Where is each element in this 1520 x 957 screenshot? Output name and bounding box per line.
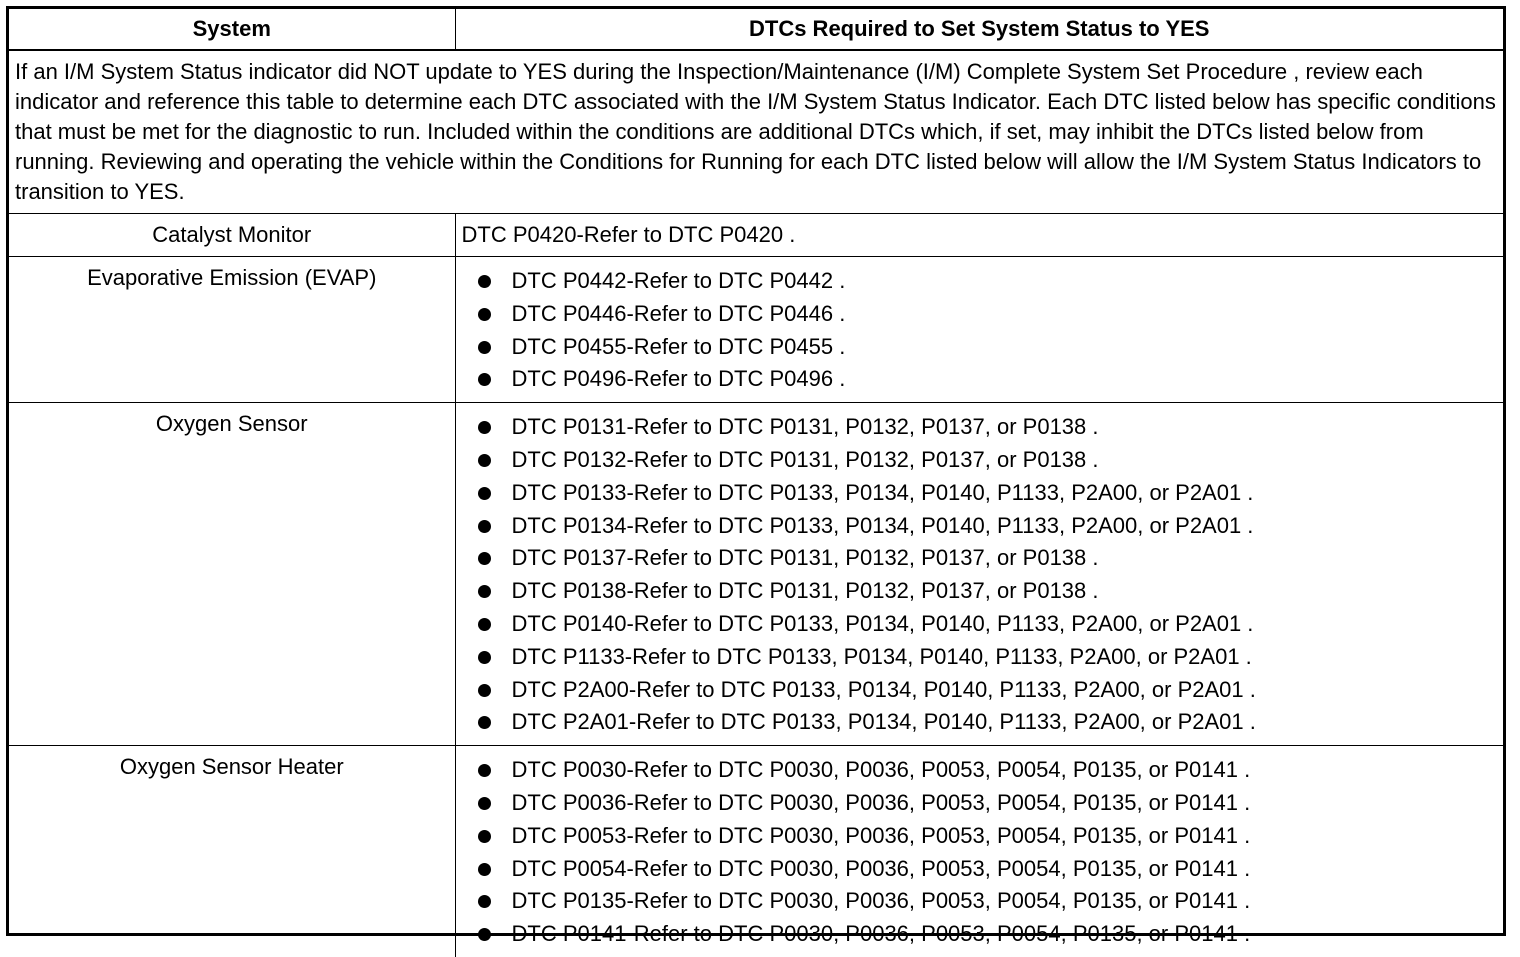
dtc-table-frame [6, 6, 1506, 947]
dtc-item-text: DTC P0135-Refer to DTC P0030, P0036, P0053, P0054, P0135, or P0141 . [511, 888, 1251, 914]
dtc-item-text: DTC P0141-Refer to DTC P0030, P0036, P0053, P0054, P0135, or P0141 . [511, 921, 1251, 947]
dtc-item-text: DTC P0442-Refer to DTC P0442 . [511, 268, 846, 293]
dtc-list-item [456, 641, 1504, 674]
dtc-item-text: DTC P0131-Refer to DTC P0131, P0132, P0137, or P0138 . [511, 414, 1099, 440]
bullet-icon [478, 275, 491, 288]
dtc-list-item [456, 787, 1504, 820]
dtc-list-item [456, 885, 1504, 918]
dtc-list-item [456, 265, 1504, 298]
dtc-item-text: DTC P0138-Refer to DTC P0131, P0132, P0137, or P0138 . [511, 578, 1099, 604]
dtc-list-item [456, 918, 1504, 951]
bullet-icon [478, 487, 491, 500]
dtc-list [456, 257, 1504, 402]
bullet-icon [478, 863, 491, 876]
dtc-list-item [456, 674, 1504, 707]
dtc-list-item [456, 853, 1504, 886]
bullet-icon [478, 618, 491, 631]
bullet-icon [478, 797, 491, 810]
dtc-item-text: DTC P0137-Refer to DTC P0131, P0132, P0137, or P0138 . [511, 545, 1099, 571]
dtc-item-text: DTC P0446-Refer to DTC P0446 . [511, 300, 846, 326]
system-catalyst-monitor: Catalyst Monitor [9, 214, 455, 257]
system-evap: Evaporative Emission (EVAP) [9, 257, 455, 403]
dtc-item-text: DTC P0030-Refer to DTC P0030, P0036, P0053, P0054, P0135, or P0141 . [511, 757, 1251, 783]
header-dtcs: DTCs Required to Set System Status to YES [455, 9, 1503, 50]
dtc-item-text: DTC P1133-Refer to DTC P0133, P0134, P0140, P1133, P2A00, or P2A01 . [511, 643, 1252, 669]
table-row-catalyst [9, 214, 1503, 257]
dtc-list-item [456, 298, 1504, 331]
intro-text: If an I/M System Status indicator did NOT update to YES during the Inspection/Maintenance (I/M) Complete System Set Procedure , review each indicator and reference this table to determine each DTC associated with the I/M System Status Indicator. Each DTC listed below has specific conditions that must be met for the diagnostic to run. Included within the conditions are additional DTCs which, if set, may inhibit the DTCs listed below from running. Reviewing and operating the vehicle within the Conditions for Running for each DTC listed below will allow the I/M System Status Indicators to transition to YES. [9, 50, 1503, 214]
table-row-oxygen-sensor [9, 403, 1503, 746]
dtc-list-item [456, 754, 1504, 787]
dtc-list-oxygen-sensor-heater [455, 746, 1503, 957]
bullet-icon [478, 341, 491, 354]
dtc-list-item [456, 444, 1504, 477]
bullet-icon [478, 308, 491, 321]
dtc-catalyst: DTC P0420-Refer to DTC P0420 . [455, 214, 1503, 257]
dtc-item-text: DTC P0133-Refer to DTC P0133, P0134, P0140, P1133, P2A00, or P2A01 . [511, 479, 1254, 505]
dtc-list-evap [455, 257, 1503, 403]
header-system: System [9, 9, 455, 50]
bullet-icon [478, 651, 491, 664]
bullet-icon [478, 764, 491, 777]
dtc-item-text: DTC P0054-Refer to DTC P0030, P0036, P0053, P0054, P0135, or P0141 . [511, 855, 1251, 881]
bullet-icon [478, 895, 491, 908]
bullet-icon [478, 684, 491, 697]
dtc-list-item [456, 608, 1504, 641]
system-oxygen-sensor-heater: Oxygen Sensor Heater [9, 746, 455, 957]
dtc-list-item [456, 331, 1504, 364]
dtc-table [9, 9, 1503, 957]
dtc-list-item [456, 477, 1504, 510]
dtc-item-text: DTC P0132-Refer to DTC P0131, P0132, P0137, or P0138 . [511, 446, 1099, 472]
bullet-icon [478, 830, 491, 843]
dtc-list-item [456, 575, 1504, 608]
table-row-evap [9, 257, 1503, 403]
dtc-item-text: DTC P0134-Refer to DTC P0133, P0134, P0140, P1133, P2A00, or P2A01 . [511, 512, 1254, 538]
bullet-icon [478, 520, 491, 533]
bullet-icon [478, 716, 491, 729]
bullet-icon [478, 421, 491, 434]
intro-row [9, 50, 1503, 214]
bullet-icon [478, 585, 491, 598]
dtc-list-item [456, 510, 1504, 543]
dtc-item-text: DTC P0455-Refer to DTC P0455 . [511, 333, 846, 359]
bullet-icon [478, 552, 491, 565]
bullet-icon [478, 928, 491, 941]
dtc-list [456, 746, 1504, 957]
dtc-item-text: DTC P0036-Refer to DTC P0030, P0036, P0053, P0054, P0135, or P0141 . [511, 789, 1251, 815]
dtc-list-item [456, 706, 1504, 739]
dtc-list-oxygen-sensor [455, 403, 1503, 746]
dtc-item-text: DTC P0140-Refer to DTC P0133, P0134, P0140, P1133, P2A00, or P2A01 . [511, 610, 1254, 636]
dtc-item-text: DTC P2A00-Refer to DTC P0133, P0134, P0140, P1133, P2A00, or P2A01 . [511, 676, 1256, 702]
dtc-list [456, 403, 1504, 745]
dtc-item-text: DTC P2A01-Refer to DTC P0133, P0134, P0140, P1133, P2A00, or P2A01 . [511, 709, 1256, 735]
table-header-row [9, 9, 1503, 50]
table-row-oxygen-sensor-heater [9, 746, 1503, 957]
dtc-item-text: DTC P0053-Refer to DTC P0030, P0036, P0053, P0054, P0135, or P0141 . [511, 822, 1251, 848]
dtc-list-item [456, 411, 1504, 444]
dtc-list-item [456, 363, 1504, 396]
bullet-icon [478, 454, 491, 467]
bullet-icon [478, 373, 491, 386]
dtc-list-item [456, 820, 1504, 853]
system-oxygen-sensor: Oxygen Sensor [9, 403, 455, 746]
dtc-list-item [456, 542, 1504, 575]
dtc-item-text: DTC P0496-Refer to DTC P0496 . [511, 366, 846, 392]
